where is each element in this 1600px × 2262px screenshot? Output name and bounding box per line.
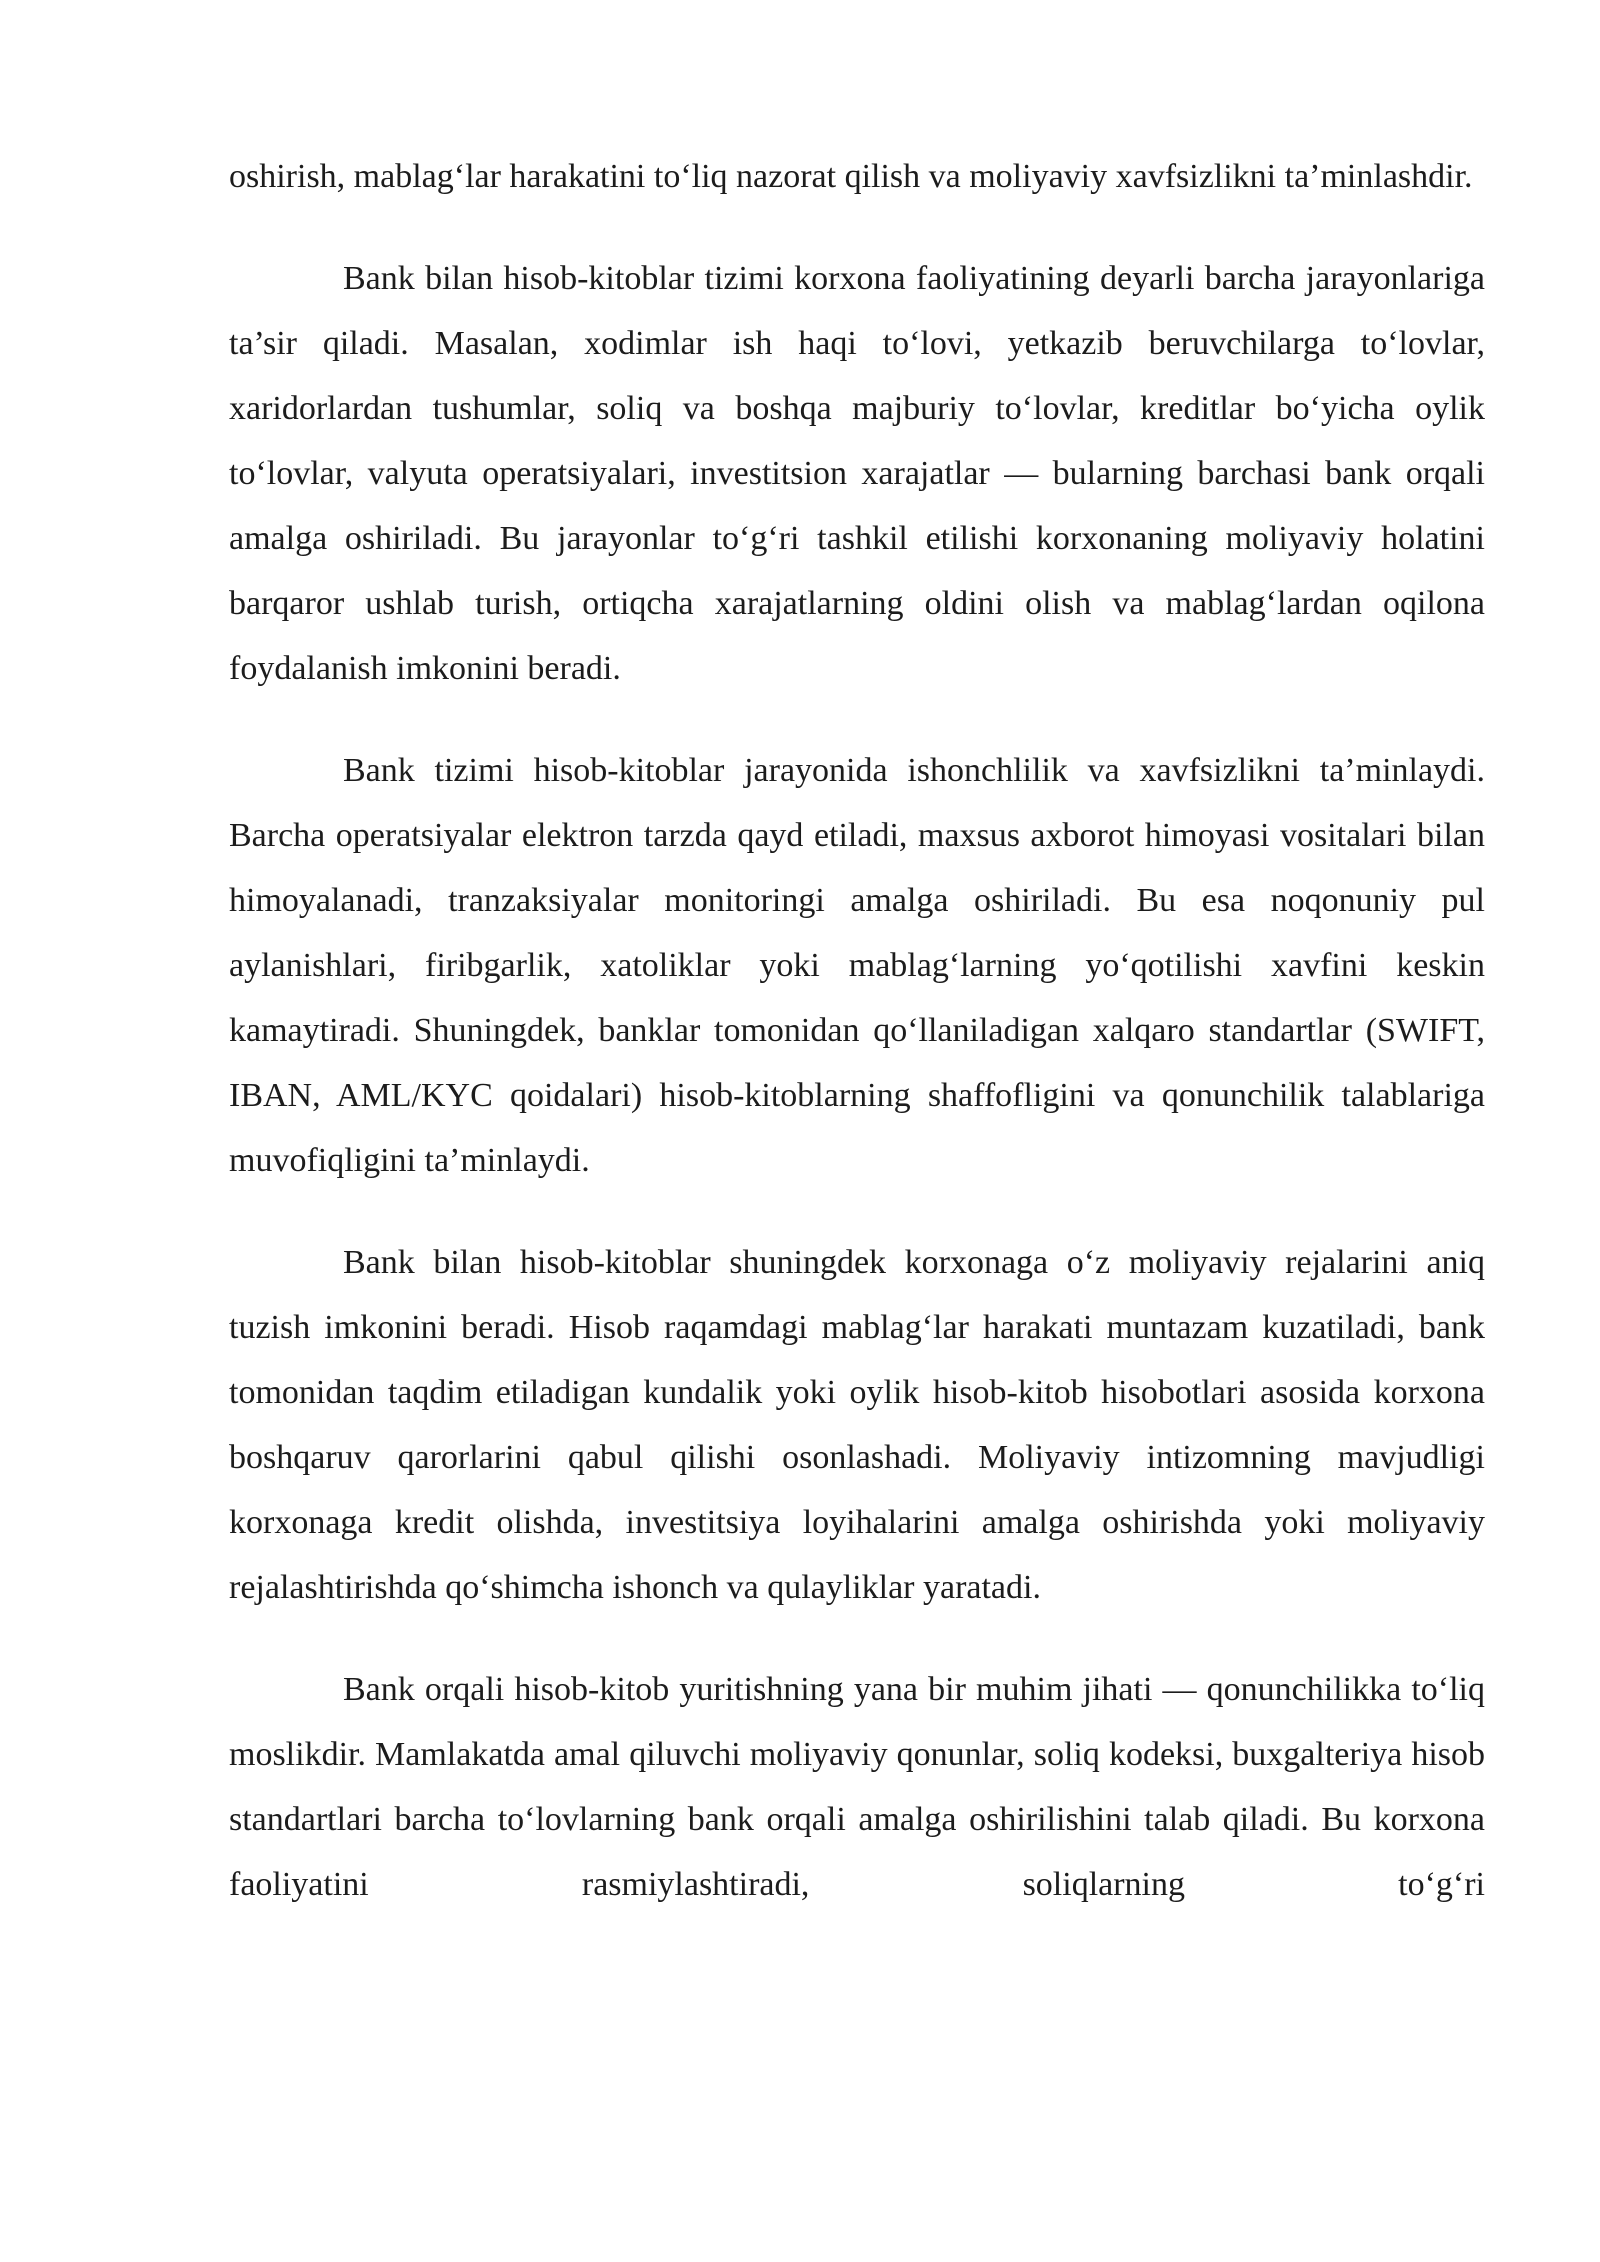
paragraph-financial-planning: Bank bilan hisob-kitoblar shuningdek korxonaga o‘z moliyaviy rejalarini aniq tuzish imkonini beradi. Hisob raqamdagi mablag‘lar harakati muntazam kuzatiladi, bank tomonidan taqdim etiladigan kundalik yoki oylik hisob-kitob hisobotlari asosida korxona boshqaruv qarorlarini qabul qilishi osonlashadi. Moliyaviy intizomning mavjudligi korxonaga kredit olishda, investitsiya loyihalarini amalga oshirishda yoki moliyaviy rejalashtirishda qo‘shimcha ishonch va qulayliklar yaratadi. xyxy=(229,1244,1485,1606)
paragraph-reliability-security: Bank tizimi hisob-kitoblar jarayonida ishonchlilik va xavfsizlikni ta’minlaydi. Barcha operatsiyalar elektron tarzda qayd etiladi, maxsus axborot himoyasi vositalari bilan himoyalanadi, tranzaksiyalar monitoringi amalga oshiriladi. Bu esa noqonuniy pul aylanishlari, firibgarlik, xatoliklar yoki mablag‘larning yo‘qotilishi xavfini keskin kamaytiradi. Shuningdek, banklar tomonidan qo‘llaniladigan xalqaro standartlar (SWIFT, IBAN, AML/KYC qoidalari) hisob-kitoblarning shaffofligini va qonunchilik talablariga muvofiqligini ta’minlaydi. xyxy=(229,752,1485,1179)
document-body xyxy=(229,144,1485,1917)
paragraph-legal-compliance: Bank orqali hisob-kitob yuritishning yana bir muhim jihati — qonunchilikka to‘liq moslikdir. Mamlakatda amal qiluvchi moliyaviy qonunlar, soliq kodeksi, buxgalteriya hisob standartlari barcha to‘lovlarning bank orqali amalga oshirilishini talab qiladi. Bu korxona faoliyatini rasmiylashtiradi, soliqlarning to‘g‘ri xyxy=(229,1671,1485,1903)
paragraph-continued: oshirish, mablag‘lar harakatini to‘liq nazorat qilish va moliyaviy xavfsizlikni ta’minlashdir. xyxy=(229,158,1473,195)
paragraph-bank-settlement-system: Bank bilan hisob-kitoblar tizimi korxona faoliyatining deyarli barcha jarayonlariga ta’sir qiladi. Masalan, xodimlar ish haqi to‘lovi, yetkazib beruvchilarga to‘lovlar, xaridorlardan tushumlar, soliq va boshqa majburiy to‘lovlar, kreditlar bo‘yicha oylik to‘lovlar, valyuta operatsiyalari, investitsion xarajatlar — bularning barchasi bank orqali amalga oshiriladi. Bu jarayonlar to‘g‘ri tashkil etilishi korxonaning moliyaviy holatini barqaror ushlab turish, ortiqcha xarajatlarning oldini olish va mablag‘lardan oqilona foydalanish imkonini beradi. xyxy=(229,260,1485,687)
